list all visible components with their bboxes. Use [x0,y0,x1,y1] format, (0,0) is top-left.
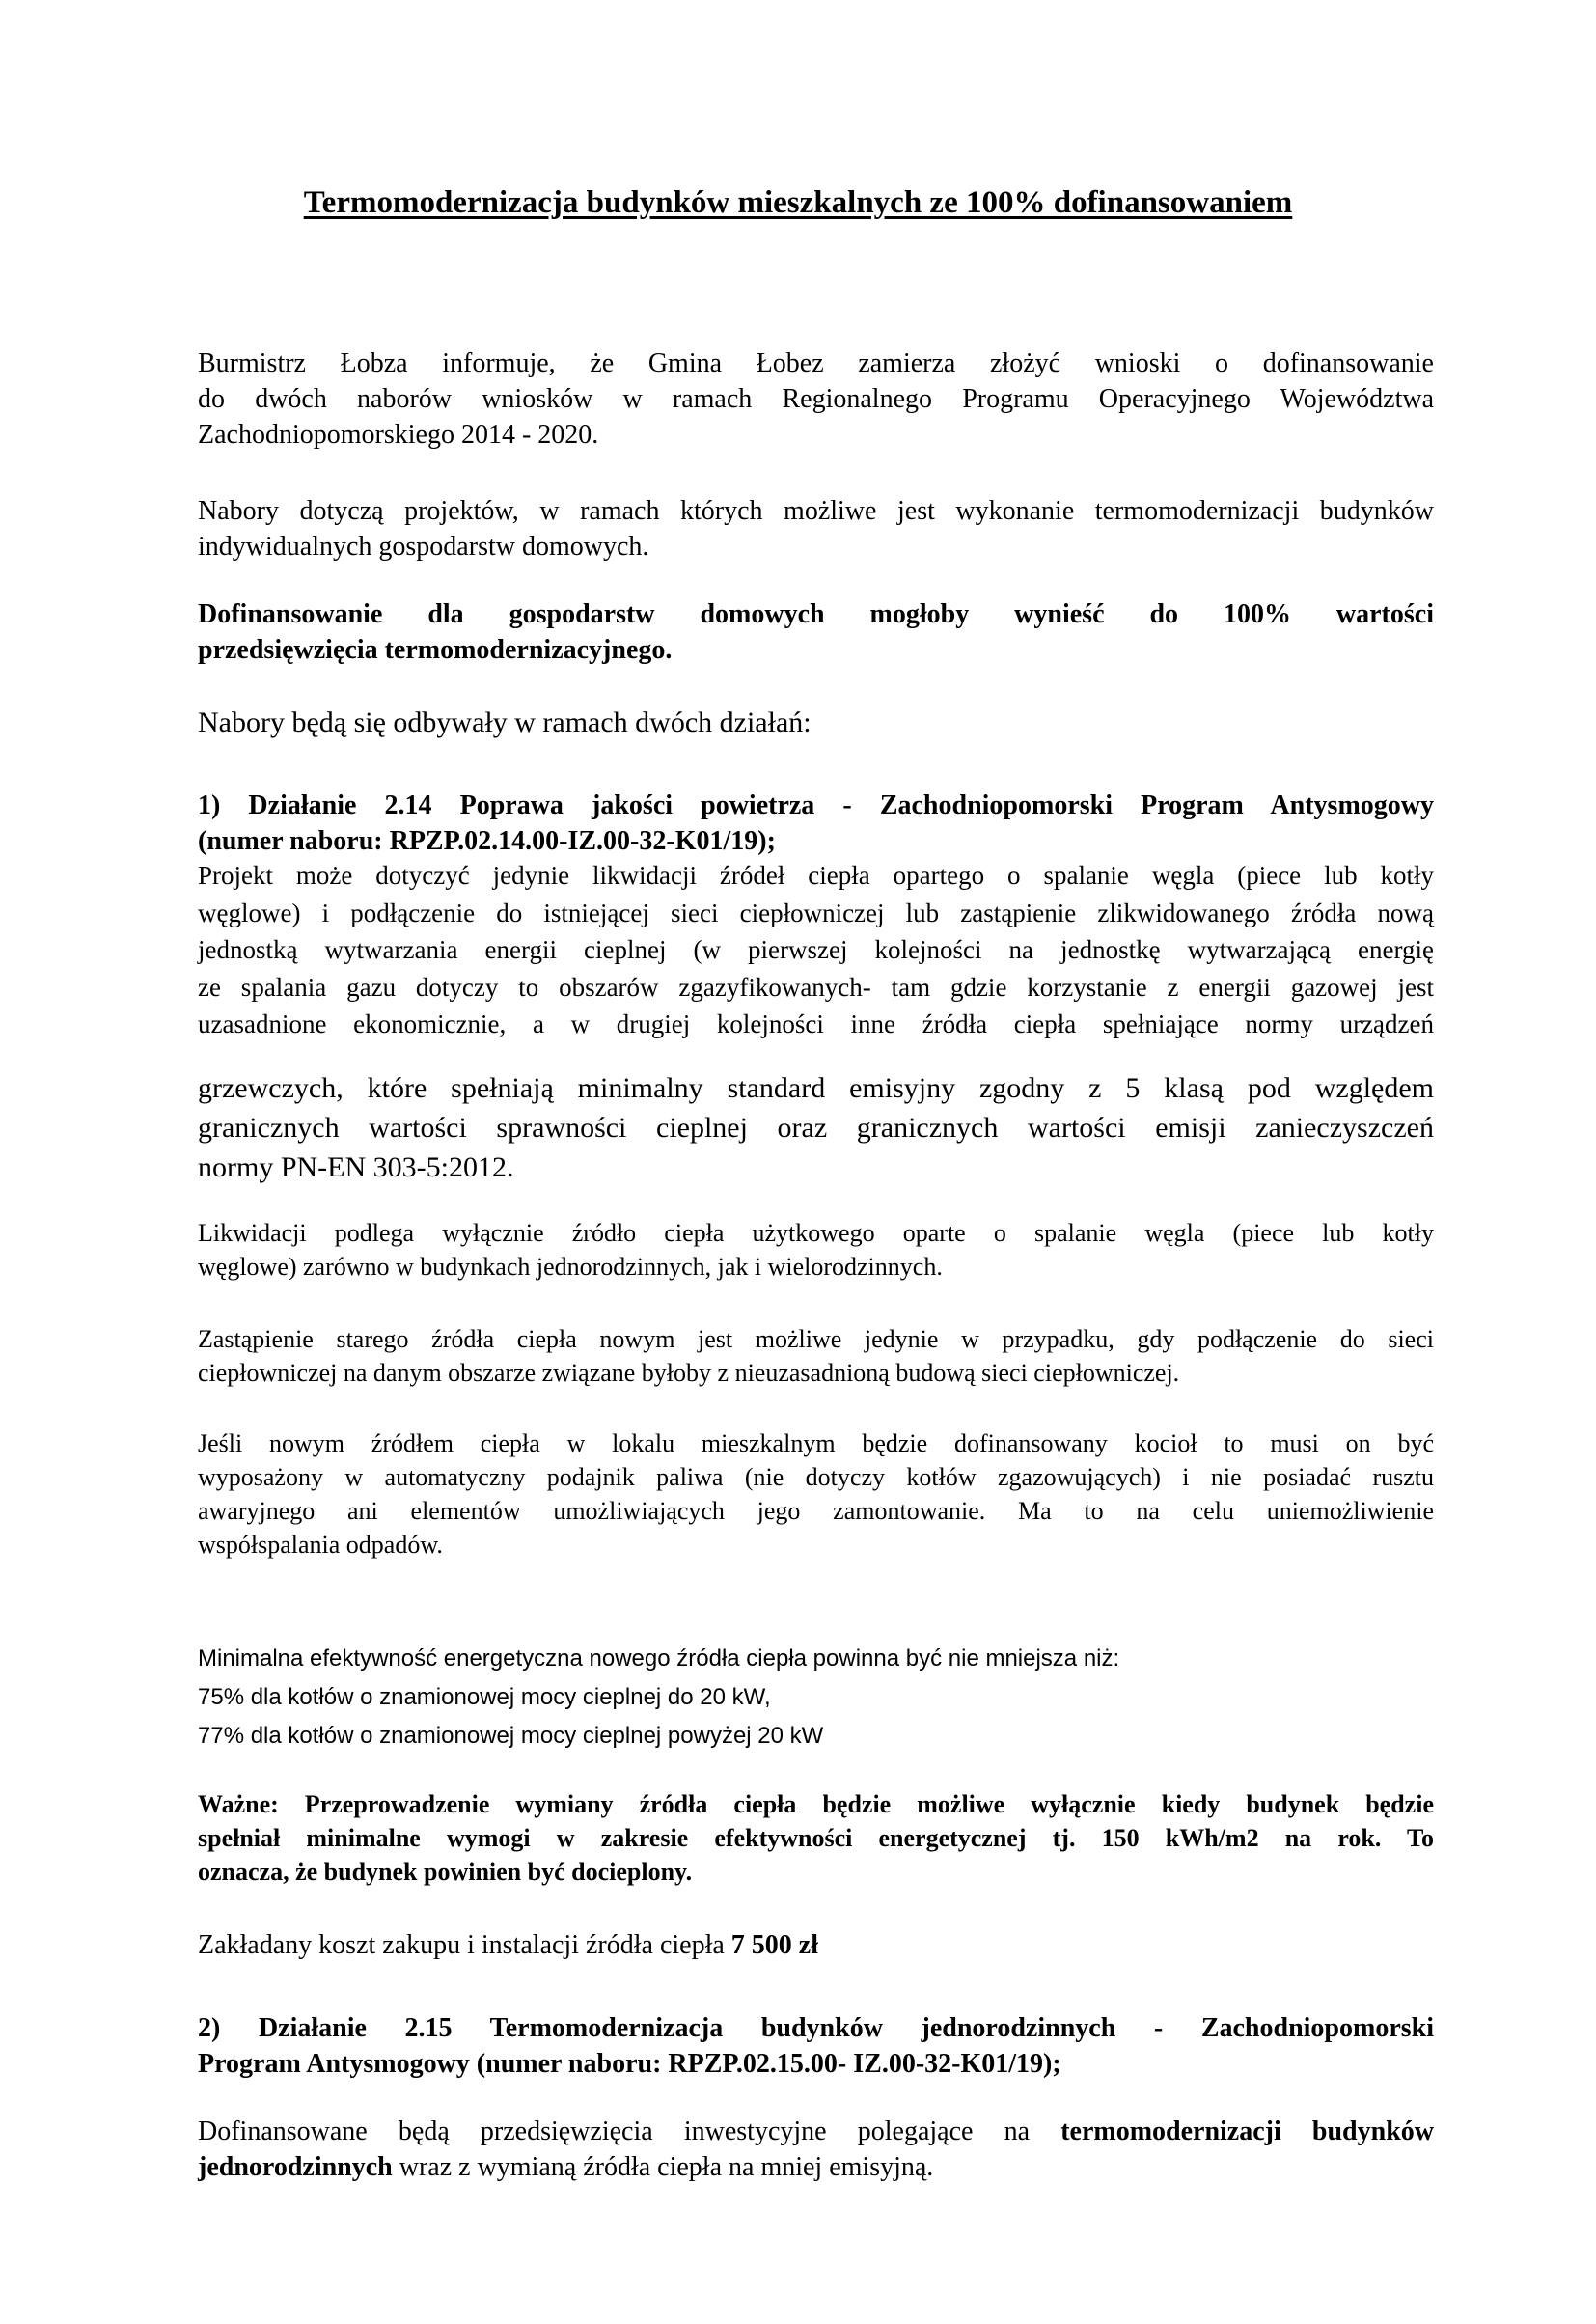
action2-desc-bold: jednorodzinnych [198,2152,393,2182]
scope-paragraph [198,493,1434,565]
funding-line: Dofinansowanie dla gospodarstw domowych mogłoby wynieść do 100% wartości [198,599,1434,629]
action2-desc-bold: termomodernizacji budynków [1060,2116,1434,2146]
boiler-paragraph [198,1426,1434,1562]
action2-heading-line: 2) Działanie 2.15 Termomodernizacja budynków jednorodzinnych - Zachodniopomorski [198,2013,1434,2043]
cost-label: Zakładany koszt zakupu i instalacji źródła ciepła [198,1930,731,1960]
efficiency-list [198,1640,1434,1756]
action1-heading [198,788,1434,859]
replacement-paragraph [198,1322,1434,1390]
actions-intro: Nabory będą się odbywały w ramach dwóch działań: [198,706,812,738]
action1-description-line: jednostką wytwarzania energii cieplnej (w pierwszej kolejności na jednostkę wytwarzającą energię [198,935,1434,964]
action1-description-line: granicznych wartości sprawności cieplnej oraz granicznych wartości emisji zanieczyszczeń [198,1112,1434,1144]
important-line: oznacza, że budynek powinien być docieplony. [198,1858,693,1886]
intro-line: Burmistrz Łobza informuje, że Gmina Łobez zamierza złożyć wnioski o dofinansowanie [198,348,1434,378]
action2-heading-line: Program Antysmogowy (numer naboru: RPZP.02.15.00- IZ.00-32-K01/19); [198,2049,1061,2079]
action1-heading-line: (numer naboru: RPZP.02.14.00-IZ.00-32-K01/19); [198,826,776,856]
replacement-line: Zastąpienie starego źródła ciepła nowym jest możliwe jedynie w przypadku, gdy podłączenie do sieci [198,1325,1434,1353]
action1-description-line: ze spalania gazu dotyczy to obszarów zgazyfikowanych- tam gdzie korzystanie z energii gazowej jest [198,972,1434,1002]
funding-paragraph [198,596,1434,668]
cost-value: 7 500 zł [730,1930,818,1960]
funding-line: przedsięwzięcia termomodernizacyjnego. [198,635,673,665]
important-note [198,1787,1434,1889]
important-line: spełniał minimalne wymogi w zakresie efektywności energetycznej tj. 150 kWh/m2 na rok. To [198,1824,1434,1852]
scope-line: Nabory dotyczą projektów, w ramach których możliwe jest wykonanie termomodernizacji budynków [198,496,1434,526]
efficiency-line: 75% dla kotłów o znamionowej mocy cieplnej do 20 kW, [198,1684,771,1710]
action1-description-line: uzasadnione ekonomicznie, a w drugiej kolejności inne źródła ciepła spełniające normy urządzeń [198,1010,1434,1038]
boiler-line: awaryjnego ani elementów umożliwiających jego zamontowanie. Ma to na celu uniemożliwienie [198,1497,1434,1525]
action1-description-line: Projekt może dotyczyć jedynie likwidacji źródeł ciepła opartego o spalanie węgla (piece lub kotły [198,861,1434,890]
action1-description-continued [198,1068,1434,1187]
liquidation-line: węglowe) zarówno w budynkach jednorodzinnych, jak i wielorodzinnych. [198,1253,943,1281]
action2-desc-text: wraz z wymianą źródła ciepła na mniej emisyjną. [392,2152,934,2182]
action2-description [198,2114,1434,2185]
liquidation-line: Likwidacji podlega wyłącznie źródło ciepła użytkowego oparte o spalanie węgla (piece lub kotły [198,1219,1434,1247]
action1-description-line: grzewczych, które spełniają minimalny standard emisyjny zgodny z 5 klasą pod względem [198,1072,1434,1104]
action2-desc-text: Dofinansowane będą przedsięwzięcia inwestycyjne polegające na [198,2116,1061,2146]
efficiency-line: Minimalna efektywność energetyczna nowego źródła ciepła powinna być nie mniejsza niż: [198,1646,1120,1672]
action1-description-line: węglowe) i podłączenie do istniejącej sieci ciepłowniczej lub zastąpienie zlikwidowanego źródła nową [198,898,1434,927]
action1-heading-line: 1) Działanie 2.14 Poprawa jakości powietrza - Zachodniopomorski Program Antysmogowy [198,790,1434,820]
scope-line: indywidualnych gospodarstw domowych. [198,532,649,562]
boiler-line: współspalania odpadów. [198,1531,443,1559]
action2-heading [198,2010,1434,2082]
intro-line: do dwóch naborów wniosków w ramach Regionalnego Programu Operacyjnego Województwa [198,384,1434,414]
replacement-line: ciepłowniczej na danym obszarze związane byłoby z nieuzasadnioną budową sieci ciepłowniczej. [198,1359,1180,1387]
intro-line: Zachodniopomorskiego 2014 - 2020. [198,420,599,450]
efficiency-line: 77% dla kotłów o znamionowej mocy cieplnej powyżej 20 kW [198,1723,824,1749]
boiler-line: Jeśli nowym źródłem ciepła w lokalu mieszkalnym będzie dofinansowany kocioł to musi on być [198,1429,1434,1457]
page-title: Termomodernizacja budynków mieszkalnych ze 100% dofinansowaniem [303,185,1293,220]
intro-paragraph [198,346,1434,453]
important-line: Ważne: Przeprowadzenie wymiany źródła ciepła będzie możliwe wyłącznie kiedy budynek będzie [198,1790,1434,1818]
liquidation-paragraph [198,1216,1434,1284]
cost-paragraph [198,1927,1434,1963]
action1-description-line: normy PN-EN 303-5:2012. [198,1151,514,1183]
action1-description [198,857,1434,1043]
boiler-line: wyposażony w automatyczny podajnik paliwa (nie dotyczy kotłów zgazowujących) i nie posiadać rusztu [198,1463,1434,1491]
